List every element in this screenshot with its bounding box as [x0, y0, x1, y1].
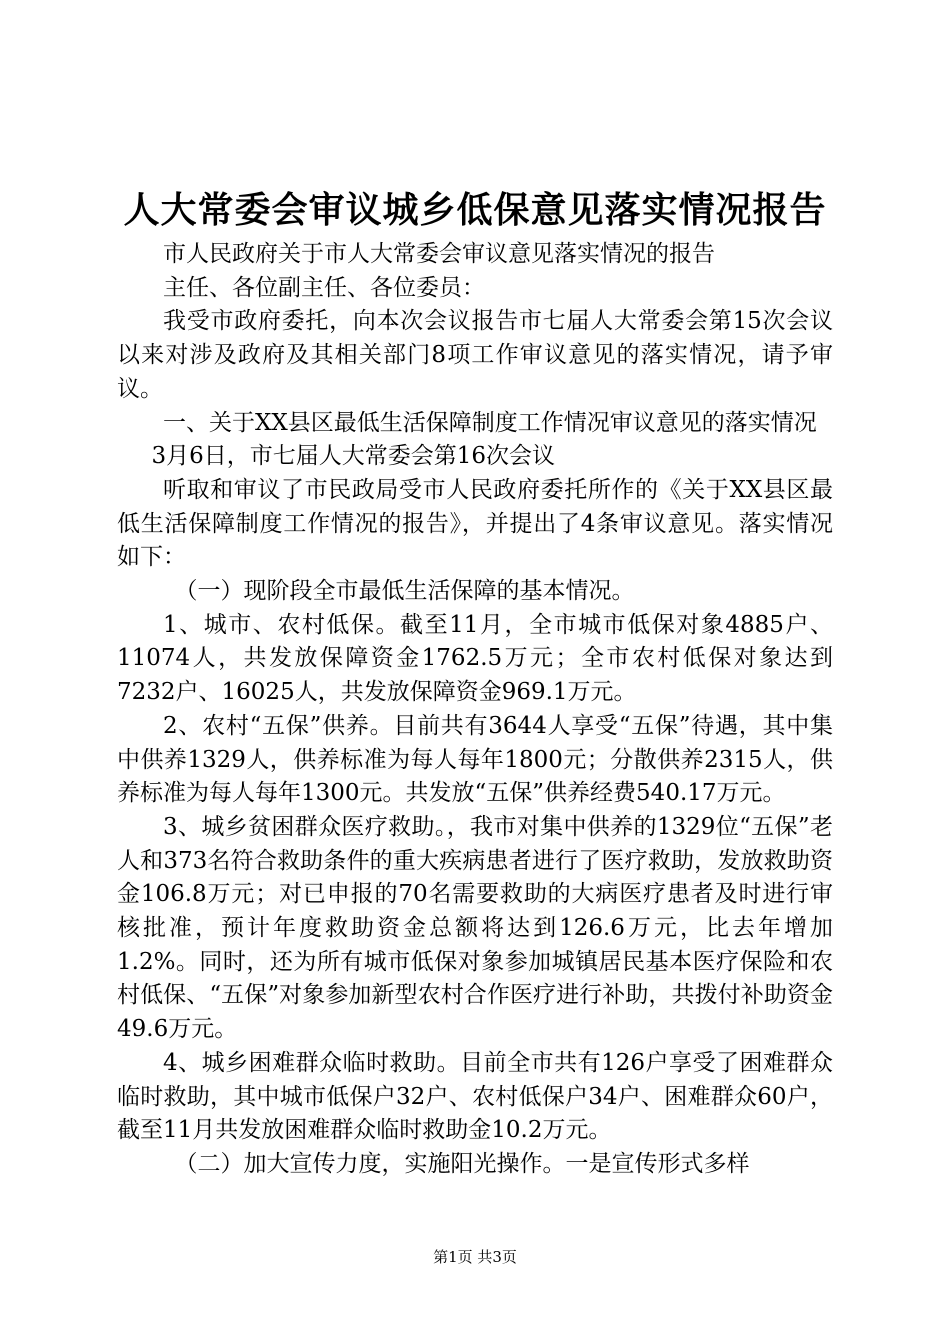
paragraph-item-4: 4、城乡困难群众临时救助。目前全市共有126户享受了困难群众临时救助，其中城市低保户32户、农村低保户34户、困难群众60户，截至11月共发放困难群众临时救助金10.2万元。: [117, 1049, 833, 1144]
paragraph-review: 听取和审议了市民政局受市人民政府委托所作的《关于XX县区最低生活保障制度工作情况的报告》，并提出了4条审议意见。落实情况如下：: [117, 476, 833, 571]
document-title: 人大常委会审议城乡低保意见落实情况报告: [123, 189, 827, 231]
paragraph-subsection-one: （一）现阶段全市最低生活保障的基本情况。: [174, 578, 635, 605]
paragraph-subsection-two: （二）加大宣传力度，实施阳光操作。一是宣传形式多样: [174, 1150, 750, 1177]
paragraph-item-1: 1、城市、农村低保。截至11月，全市城市低保对象4885户、11074人，共发放保障资金1762.5万元；全市农村低保对象达到7232户、16025人，共发放保障资金969.1万元。: [117, 611, 833, 706]
paragraph-meeting-date: 3月6日，市七届人大常委会第16次会议: [151, 443, 556, 470]
paragraph-section-one: 一、关于XX县区最低生活保障制度工作情况审议意见的落实情况: [163, 409, 817, 436]
paragraph-item-2: 2、农村“五保”供养。目前共有3644人享受“五保”待遇，其中集中供养1329人，供养标准为每人每年1800元；分散供养2315人，供养标准为每人每年1300元。共发放“五保”供养经费540.17万元。: [117, 712, 833, 807]
page-number-footer: 第1页 共3页: [433, 1248, 517, 1266]
paragraph-item-3: 3、城乡贫困群众医疗救助。，我市对集中供养的1329位“五保”老人和373名符合救助条件的重大疾病患者进行了医疗救助，发放救助资金106.8万元；对已申报的70名需要救助的大病医疗患者及时进行审核批准，预计年度救助资金总额将达到126.6万元，比去年增加1.2%。同时，还为所有城市低保对象参加城镇居民基本医疗保险和农村低保、“五保”对象参加新型农村合作医疗进行补助，共拨付补助资金49.6万元。: [117, 813, 833, 1043]
paragraph-intro: 我受市政府委托，向本次会议报告市七届人大常委会第15次会议以来对涉及政府及其相关部门8项工作审议意见的落实情况，请予审议。: [117, 308, 833, 402]
paragraph-salutation: 主任、各位副主任、各位委员：: [163, 274, 485, 301]
paragraph-report-heading: 市人民政府关于市人大常委会审议意见落实情况的报告: [163, 241, 715, 267]
document-body: [117, 238, 833, 1182]
